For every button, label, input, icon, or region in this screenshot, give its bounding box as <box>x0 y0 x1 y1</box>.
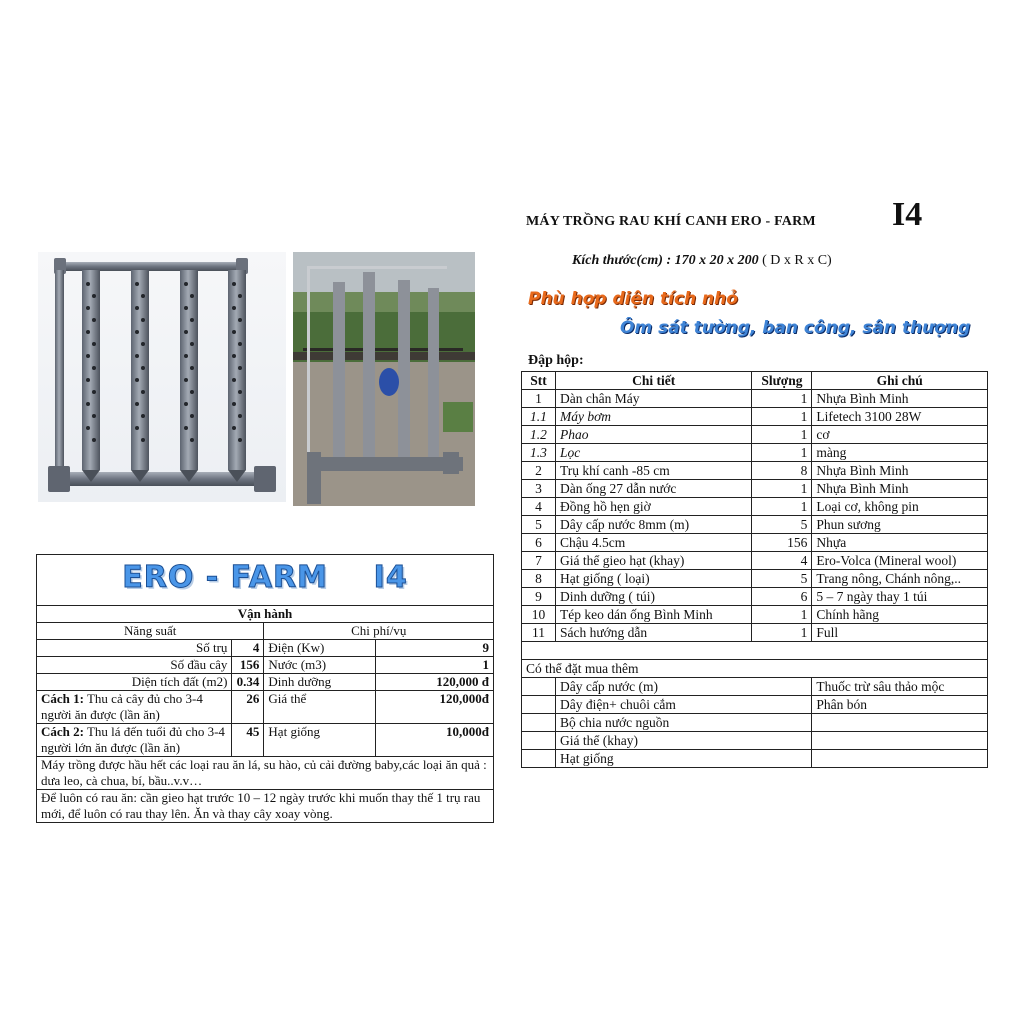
method1-cost-value: 120,000đ <box>376 691 494 724</box>
tagline-small-area: Phù hợp diện tích nhỏ <box>528 289 738 309</box>
row-qty: 1 <box>752 624 812 642</box>
row-qty: 5 <box>752 516 812 534</box>
row-stt: 1.1 <box>522 408 556 426</box>
table-row <box>522 462 988 480</box>
extra-item: Giá thể (khay) <box>555 732 811 750</box>
method2-cost-label: Hạt giống <box>264 724 376 757</box>
table-row <box>522 678 988 696</box>
method1-value: 26 <box>232 691 264 724</box>
table-row <box>37 691 494 724</box>
row-note: Lifetech 3100 28W <box>812 408 988 426</box>
section-title: Vận hành <box>37 606 494 623</box>
row-note: Loại cơ, không pin <box>812 498 988 516</box>
table-row <box>522 588 988 606</box>
extra-note: Thuốc trừ sâu thảo mộc <box>812 678 988 696</box>
row-item: Máy bơm <box>555 408 751 426</box>
row-label: Số trụ <box>37 640 232 657</box>
row-qty: 1 <box>752 390 812 408</box>
row-note: Full <box>812 624 988 642</box>
row-qty: 1 <box>752 480 812 498</box>
model-label: I4 <box>892 196 923 233</box>
row-note: Nhựa Bình Minh <box>812 480 988 498</box>
row-item: Chậu 4.5cm <box>555 534 751 552</box>
row-note: 5 – 7 ngày thay 1 túi <box>812 588 988 606</box>
row-note: Nhựa <box>812 534 988 552</box>
method1-text: Thu cả cây đủ cho 3-4 người ăn được (lần ăn) <box>41 691 203 722</box>
row-note: màng <box>812 444 988 462</box>
row-qty: 8 <box>752 462 812 480</box>
section-row <box>37 606 494 623</box>
row-stt: 9 <box>522 588 556 606</box>
cad-render-image <box>38 252 286 502</box>
row-item: Phao <box>555 426 751 444</box>
table-row <box>37 674 494 691</box>
page-title: MÁY TRỒNG RAU KHÍ CANH ERO - FARM <box>526 214 816 229</box>
row-note: Ero-Volca (Mineral wool) <box>812 552 988 570</box>
table-row <box>522 714 988 732</box>
row-qty: 156 <box>752 534 812 552</box>
extra-note <box>812 714 988 732</box>
row-item: Dinh dưỡng ( túi) <box>555 588 751 606</box>
table-row <box>522 390 988 408</box>
extras-heading-row <box>522 660 988 678</box>
rotation-note: Để luôn có rau ăn: cần gieo hạt trước 10 – 12 ngày trước khi muốn thay thế 1 trụ rau mới, để luôn có rau thay lên. Ăn và thay cây xoay vòng. <box>37 790 494 823</box>
method2-cost-value: 10,000đ <box>376 724 494 757</box>
row-label: Số đầu cây <box>37 657 232 674</box>
header-item: Chi tiết <box>555 372 751 390</box>
row-stt: 10 <box>522 606 556 624</box>
method1-cell <box>37 691 232 724</box>
row-item: Sách hướng dẫn <box>555 624 751 642</box>
spacer-row <box>522 642 988 660</box>
row-stt: 3 <box>522 480 556 498</box>
row-stt: 1.3 <box>522 444 556 462</box>
cost-value: 1 <box>376 657 494 674</box>
table-row <box>522 444 988 462</box>
row-stt: 4 <box>522 498 556 516</box>
row-note: Nhựa Bình Minh <box>812 462 988 480</box>
row-qty: 4 <box>752 552 812 570</box>
table-row <box>522 516 988 534</box>
row-qty: 5 <box>752 570 812 588</box>
table-row <box>522 498 988 516</box>
row-item: Giá thể gieo hạt (khay) <box>555 552 751 570</box>
method2-cell <box>37 724 232 757</box>
row-note: cơ <box>812 426 988 444</box>
cost-value: 9 <box>376 640 494 657</box>
note-row <box>37 790 494 823</box>
row-value: 4 <box>232 640 264 657</box>
row-value: 0.34 <box>232 674 264 691</box>
table-row <box>522 552 988 570</box>
operation-table <box>36 554 494 823</box>
method1-title: Cách 1: <box>41 691 84 706</box>
row-stt: 5 <box>522 516 556 534</box>
table-row <box>522 606 988 624</box>
dimensions-label: Kích thước(cm) : 170 x 20 x 200 <box>572 253 759 268</box>
cost-label: Nước (m3) <box>264 657 376 674</box>
table-row <box>522 750 988 768</box>
table-row <box>522 570 988 588</box>
unboxing-heading: Đập hộp: <box>528 353 584 368</box>
row-item: Lọc <box>555 444 751 462</box>
row-stt: 6 <box>522 534 556 552</box>
subheader-row <box>37 623 494 640</box>
tower-frame-drawing <box>38 252 286 502</box>
extras-heading: Có thể đặt mua thêm <box>522 660 988 678</box>
table-row <box>522 408 988 426</box>
tagline-wall-balcony: Ôm sát tường, ban công, sân thượng <box>620 318 971 338</box>
brand-logo-text: ERO - FARM I4 <box>122 559 408 595</box>
installation-photo <box>293 252 475 506</box>
crop-note: Máy trồng được hầu hết các loại rau ăn lá, su hào, củ cải đường baby,các loại ăn quả : dưa leo, cà chua, bí, bầu..v.v… <box>37 757 494 790</box>
row-item: Trụ khí canh -85 cm <box>555 462 751 480</box>
dimensions-suffix: ( D x R x C) <box>762 253 832 268</box>
row-item: Dây cấp nước 8mm (m) <box>555 516 751 534</box>
header-note: Ghi chú <box>812 372 988 390</box>
row-qty: 1 <box>752 444 812 462</box>
row-note: Chính hãng <box>812 606 988 624</box>
row-stt: 7 <box>522 552 556 570</box>
table-row <box>37 657 494 674</box>
extra-item: Dây điện+ chuôi cắm <box>555 696 811 714</box>
row-stt: 8 <box>522 570 556 588</box>
extra-note <box>812 732 988 750</box>
parts-table <box>521 371 988 768</box>
extra-item: Bộ chia nước nguồn <box>555 714 811 732</box>
table-row <box>522 480 988 498</box>
row-item: Hạt giống ( loại) <box>555 570 751 588</box>
row-item: Tép keo dán ống Bình Minh <box>555 606 751 624</box>
table-row <box>522 624 988 642</box>
note-row <box>37 757 494 790</box>
table-row <box>522 732 988 750</box>
method2-text: Thu lá đến tuổi đủ cho 3-4 người lớn ăn được (lần ăn) <box>41 724 225 755</box>
row-qty: 6 <box>752 588 812 606</box>
row-stt: 11 <box>522 624 556 642</box>
brand-row <box>37 555 494 606</box>
row-item: Dàn ống 27 dẫn nước <box>555 480 751 498</box>
extra-item: Dây cấp nước (m) <box>555 678 811 696</box>
extra-note: Phân bón <box>812 696 988 714</box>
row-qty: 1 <box>752 408 812 426</box>
row-stt: 1.2 <box>522 426 556 444</box>
dimensions <box>572 253 832 269</box>
extra-note <box>812 750 988 768</box>
method1-cost-label: Giá thể <box>264 691 376 724</box>
table-row <box>522 426 988 444</box>
method2-title: Cách 2: <box>41 724 84 739</box>
row-note: Trang nông, Chánh nông,.. <box>812 570 988 588</box>
col-cost: Chi phí/vụ <box>264 623 494 640</box>
row-item: Dàn chân Máy <box>555 390 751 408</box>
row-qty: 1 <box>752 498 812 516</box>
col-productivity: Năng suất <box>37 623 264 640</box>
cost-value: 120,000 đ <box>376 674 494 691</box>
table-row <box>37 724 494 757</box>
row-qty: 1 <box>752 606 812 624</box>
table-row <box>522 696 988 714</box>
balcony-photo-drawing <box>293 252 475 506</box>
cost-label: Dinh dưỡng <box>264 674 376 691</box>
cost-label: Điện (Kw) <box>264 640 376 657</box>
parts-table-header <box>522 372 988 390</box>
header-stt: Stt <box>522 372 556 390</box>
method2-value: 45 <box>232 724 264 757</box>
row-label: Diện tích đất (m2) <box>37 674 232 691</box>
row-qty: 1 <box>752 426 812 444</box>
row-item: Đồng hồ hẹn giờ <box>555 498 751 516</box>
row-note: Phun sương <box>812 516 988 534</box>
row-stt: 1 <box>522 390 556 408</box>
extra-item: Hạt giống <box>555 750 811 768</box>
row-note: Nhựa Bình Minh <box>812 390 988 408</box>
header-qty: Slượng <box>752 372 812 390</box>
table-row <box>522 534 988 552</box>
row-value: 156 <box>232 657 264 674</box>
row-stt: 2 <box>522 462 556 480</box>
table-row <box>37 640 494 657</box>
